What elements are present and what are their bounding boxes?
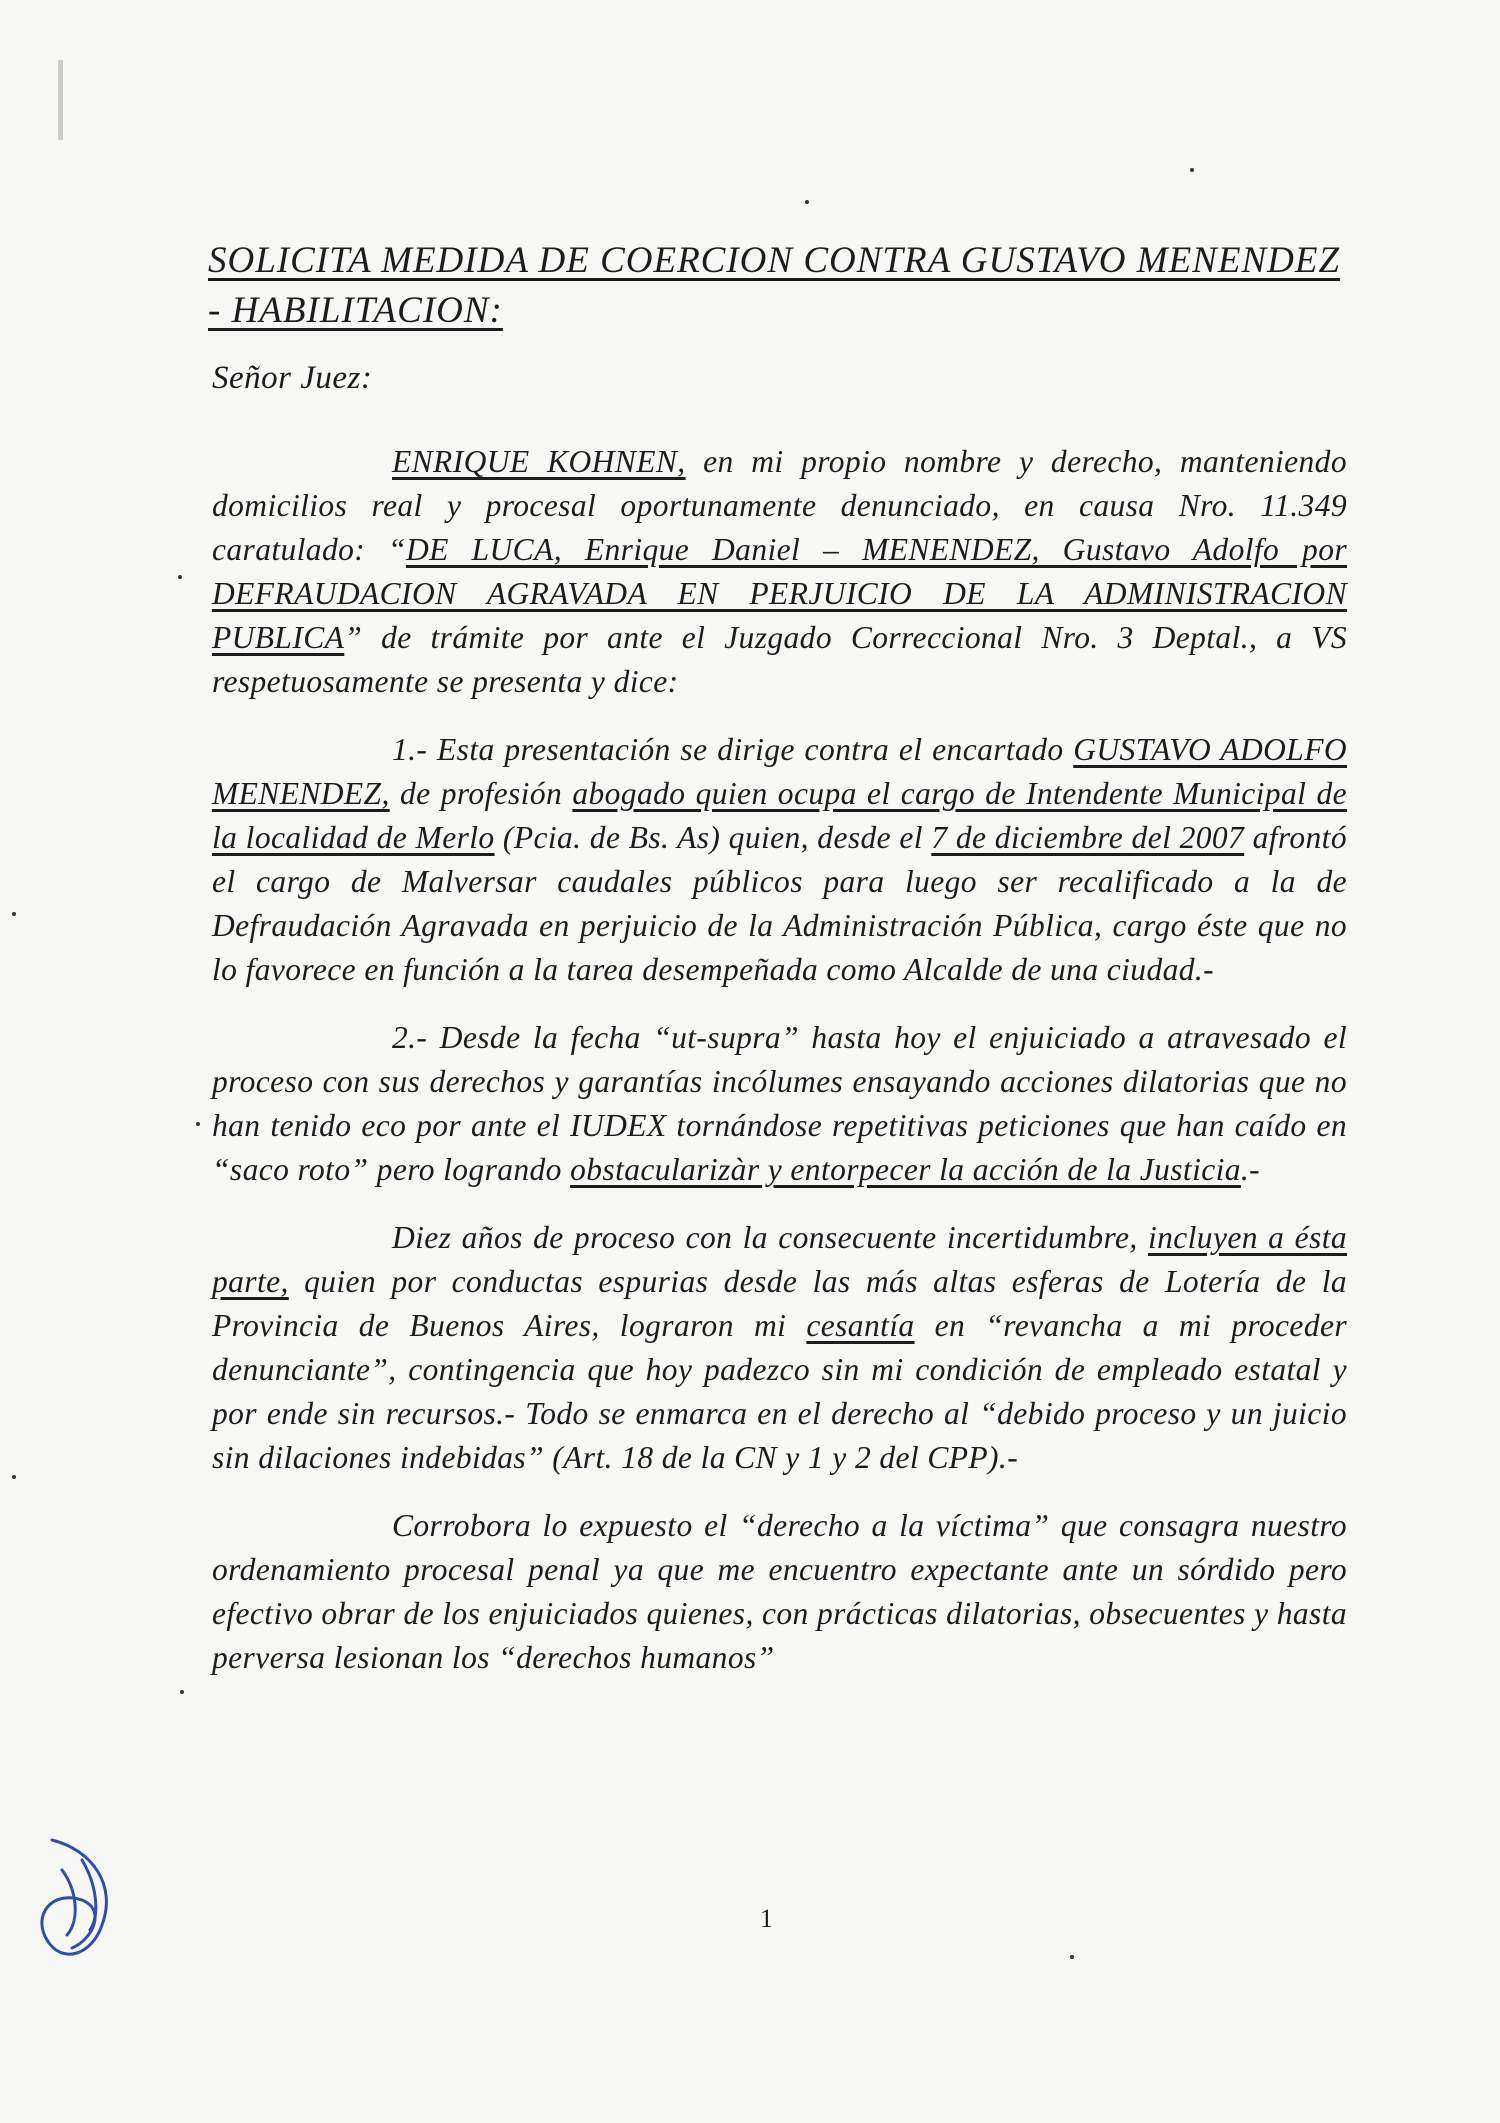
- author-name: ENRIQUE KOHNEN,: [392, 444, 686, 479]
- text-run: .-: [1240, 1152, 1261, 1187]
- date-underlined: 7 de diciembre del 2007: [931, 820, 1245, 855]
- title-line-2: - HABILITACION:: [208, 290, 503, 331]
- underlined-phrase: incluyen a ésta parte,: [212, 1220, 1347, 1299]
- text-run: en mi propio nombre y derecho, manteniendo domicilios real y procesal oportunamente denunciado, en causa Nro. 11.349 caratulado: “: [212, 444, 1347, 567]
- scan-speck: [12, 912, 16, 916]
- page-number: 1: [760, 1904, 773, 1933]
- scan-speck: [1190, 168, 1194, 172]
- text-run: afrontó el cargo de Malversar caudales públicos para luego ser recalificado a la de Defraudación Agravada en perjuicio de la Administración Pública, cargo éste que no lo favorece en función a la tarea desempeñada como Alcalde de una ciudad.-: [212, 820, 1347, 987]
- document-body: [212, 440, 1347, 1704]
- text-run: Diez años de proceso con la consecuente incertidumbre,: [392, 1220, 1148, 1255]
- paragraph-1: [212, 728, 1347, 992]
- salutation: Señor Juez:: [212, 360, 373, 396]
- paragraph-3: [212, 1216, 1347, 1480]
- scan-speck: [1070, 1955, 1074, 1959]
- title-line-1: SOLICITA MEDIDA DE COERCION CONTRA GUSTAVO MENENDEZ: [208, 240, 1341, 281]
- underlined-word: cesantía: [806, 1308, 915, 1343]
- paragraph-4: [212, 1504, 1347, 1680]
- text-run: quien por conductas espurias desde las más altas esferas de Lotería de la Provincia de Buenos Aires, lograron mi: [212, 1264, 1347, 1343]
- scan-speck: [12, 1475, 16, 1479]
- text-run: en “revancha a mi proceder denunciante”, contingencia que hoy padezco sin mi condición de empleado estatal y por ende sin recursos.- Todo se enmarca en el derecho al “debido proceso y un juicio sin dilaciones indebidas” (Art. 18 de la CN y 1 y 2 del CPP).-: [212, 1308, 1348, 1475]
- signature-mark: [22, 1830, 132, 1970]
- text-run: de profesión: [389, 776, 573, 811]
- scan-edge-mark: [58, 60, 63, 140]
- document-title: [208, 236, 1358, 336]
- scan-speck: [805, 200, 809, 204]
- case-title: DE LUCA, Enrique Daniel – MENENDEZ, Gustavo Adolfo por DEFRAUDACION AGRAVADA EN PERJUICIO DE LA ADMINISTRACION PUBLICA: [212, 532, 1348, 655]
- scan-speck: [196, 1122, 200, 1126]
- scan-speck: [178, 575, 182, 579]
- accused-position: abogado quien ocupa el cargo de Intendente Municipal de la localidad de Merlo: [212, 776, 1347, 855]
- text-run: Corrobora lo expuesto el “derecho a la víctima” que consagra nuestro ordenamiento procesal penal ya que me encuentro expectante ante un sórdido pero efectivo obrar de los enjuiciados quienes, con prácticas dilatorias, obsecuentes y hasta perversa lesionan los “derechos humanos”: [212, 1508, 1347, 1675]
- accused-name: GUSTAVO ADOLFO MENENDEZ,: [212, 732, 1347, 811]
- text-run: 1.- Esta presentación se dirige contra el encartado: [392, 732, 1074, 767]
- paragraph-intro: [212, 440, 1347, 704]
- text-run: (Pcia. de Bs. As) quien, desde el: [494, 820, 932, 855]
- underlined-phrase: obstacularizàr y entorpecer la acción de la Justicia: [570, 1152, 1241, 1187]
- text-run: ” de trámite por ante el Juzgado Correccional Nro. 3 Deptal., a VS respetuosamente se presenta y dice:: [212, 620, 1347, 699]
- scan-speck: [180, 1690, 184, 1694]
- paragraph-2: [212, 1016, 1347, 1192]
- text-run: 2.- Desde la fecha “ut-supra” hasta hoy el enjuiciado a atravesado el proceso con sus derechos y garantías incólumes ensayando acciones dilatorias que no han tenido eco por ante el IUDEX tornándose repetitivas peticiones que han caído en “saco roto” pero logrando: [212, 1020, 1347, 1187]
